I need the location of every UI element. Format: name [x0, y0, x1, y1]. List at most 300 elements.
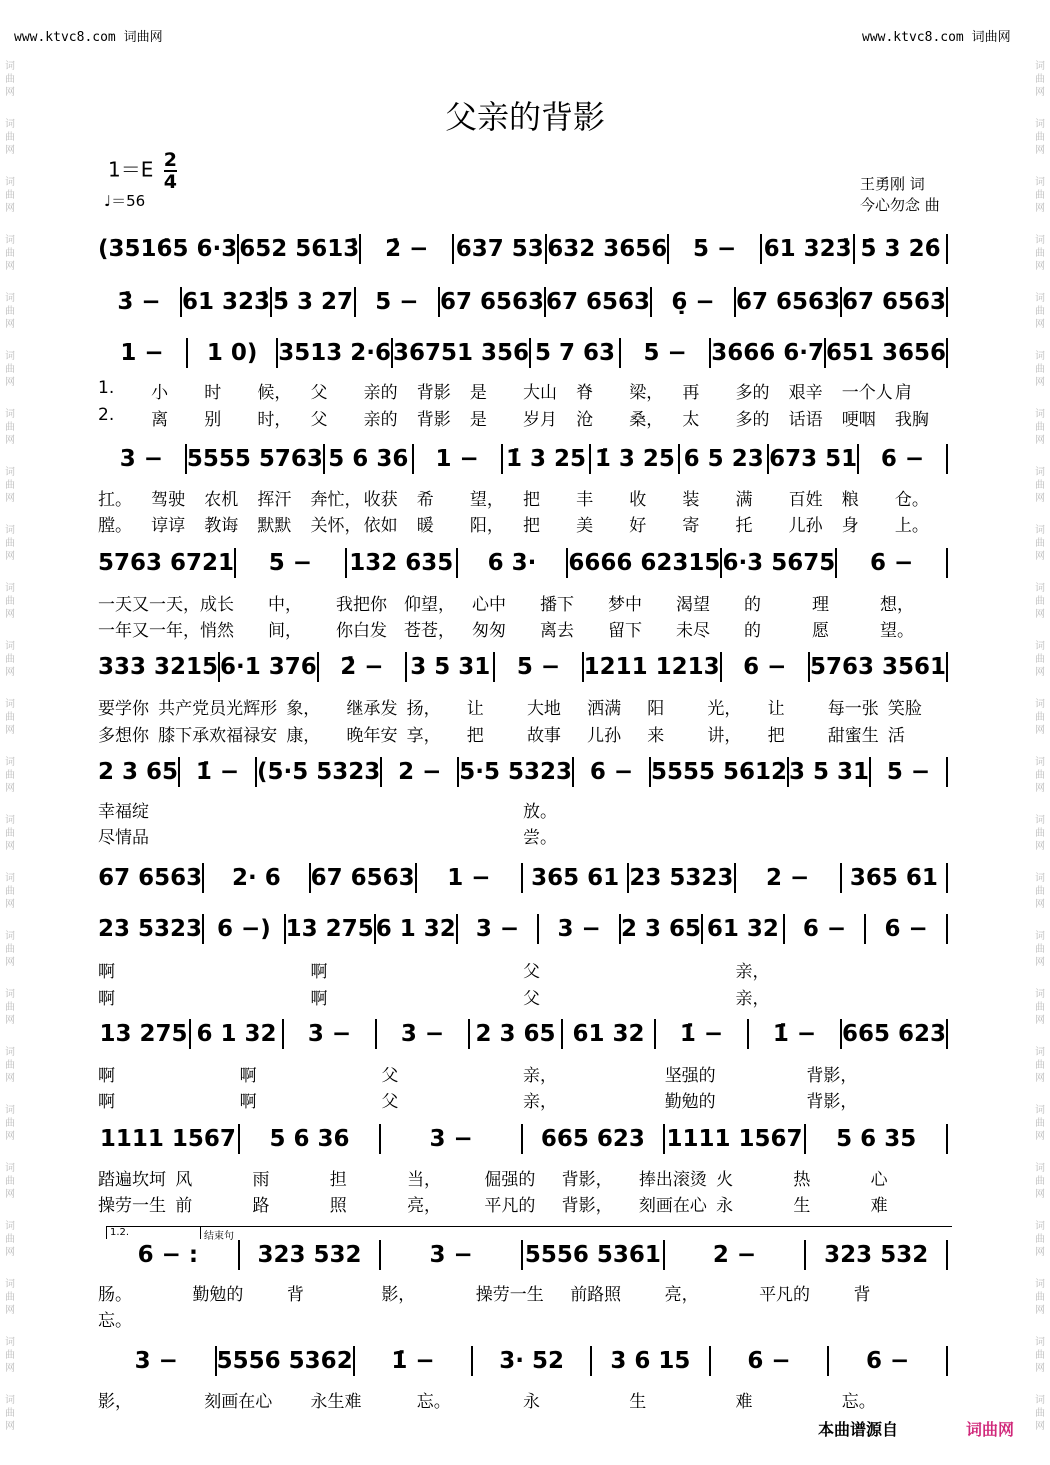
- lyric-syllable: 仓。: [894, 490, 929, 510]
- lyric-line: [98, 1165, 948, 1190]
- measure: 323 532: [257, 1242, 362, 1268]
- measure: 3 −: [134, 1348, 178, 1374]
- lyric-syllable: 康，: [286, 726, 321, 746]
- measure: 1 −: [120, 340, 164, 366]
- lyric-syllable: 亲，: [523, 1066, 558, 1086]
- measure: (5·5 5323: [257, 759, 381, 785]
- lyric-syllable: 忘。: [98, 1311, 132, 1331]
- lyric-syllable: 平凡的: [759, 1285, 811, 1305]
- lyric-syllable: 驾驶: [151, 490, 186, 510]
- lyric-syllable: 刻画在心: [638, 1196, 707, 1216]
- lyric-syllable: 奔忙，: [310, 490, 362, 510]
- lyric-syllable: 装: [682, 490, 700, 510]
- watermark-mark: 词 曲 网: [1035, 1395, 1045, 1432]
- lyric-syllable: 要学你: [98, 699, 149, 719]
- measure: 3513 2·6: [278, 340, 391, 366]
- measure: 5̇ 3 26̇: [860, 236, 941, 262]
- measure: 13 275: [99, 1021, 188, 1047]
- watermark-mark: 词 曲 网: [1035, 177, 1045, 214]
- lyric-syllable: 把: [523, 490, 540, 510]
- volta-label-2: 结束句: [204, 1231, 234, 1242]
- lyric-line: [98, 957, 948, 982]
- lyric-syllable: 太: [682, 410, 700, 430]
- lyric-syllable: 心中: [472, 595, 506, 615]
- measure: 6 −: [802, 916, 847, 942]
- measure: 365 61: [849, 865, 938, 891]
- lyric-syllable: 父: [381, 1066, 399, 1086]
- lyric-syllable: 一天又一天，: [98, 595, 200, 615]
- lyric-syllable: 农机: [204, 490, 239, 510]
- lyric-syllable: 背影，: [561, 1196, 613, 1216]
- measure: 1 −: [435, 446, 479, 472]
- lyric-syllable: 心: [870, 1170, 888, 1190]
- lyric-syllable: 啊: [98, 989, 115, 1009]
- lyric-line: [98, 1061, 948, 1086]
- lyric-syllable: 笑脸: [887, 699, 922, 719]
- lyric-syllable: 梦中: [608, 595, 642, 615]
- measure: 36751 356: [392, 340, 529, 366]
- lyric-syllable: 离: [151, 410, 169, 430]
- volta-label-1: 1.2.: [110, 1227, 130, 1238]
- measure: 3 5 31: [410, 654, 491, 680]
- score-row: [98, 1019, 948, 1049]
- lyric-syllable: 让: [767, 699, 785, 719]
- barline: [946, 338, 948, 368]
- measure: 673 51: [769, 446, 858, 472]
- lyric-line: [98, 485, 948, 510]
- watermark-mark: 词 曲 网: [5, 1221, 15, 1258]
- barline: [946, 287, 948, 317]
- score-row: [98, 234, 948, 264]
- measure: 23 5323: [629, 865, 734, 891]
- time-denominator: 4: [163, 171, 177, 193]
- lyric-syllable: 沧: [576, 410, 594, 430]
- lyric-syllable: 肠。: [98, 1285, 132, 1305]
- lyric-syllable: 尝。: [523, 828, 557, 848]
- watermark-mark: 词 曲 网: [5, 1395, 15, 1432]
- lyric-line: [98, 1306, 948, 1331]
- watermark-mark: 词 曲 网: [1035, 351, 1045, 388]
- lyric-syllable: 收获: [363, 490, 398, 510]
- watermark-mark: 词 曲 网: [1035, 1337, 1045, 1374]
- lyric-syllable: 儿孙: [788, 516, 823, 536]
- lyric-line: [98, 616, 948, 641]
- measure: 6 −: [884, 916, 928, 942]
- lyric-syllable: 苍苍，: [404, 621, 455, 641]
- measure: 6666 62315: [568, 550, 721, 576]
- measure: 3· 52: [499, 1348, 565, 1374]
- lyric-syllable: 亮，: [407, 1196, 442, 1216]
- watermark-mark: 词 曲 网: [5, 351, 15, 388]
- measure: 6 1 32: [196, 1021, 277, 1047]
- measure: 67 6563: [310, 865, 415, 891]
- watermark-mark: 词 曲 网: [5, 815, 15, 852]
- measure: 132 635: [349, 550, 454, 576]
- lyric-syllable: 一年又一年，: [98, 621, 200, 641]
- measure: 61 32: [706, 916, 779, 942]
- lyric-syllable: 父: [523, 962, 540, 982]
- lyric-syllable: 共产党员: [158, 699, 227, 719]
- measure: 5555 5763: [186, 446, 323, 472]
- measure: 23 5323: [98, 916, 203, 942]
- lyric-syllable: 尽情品: [98, 828, 149, 848]
- lyric-syllable: 1.: [98, 378, 115, 398]
- lyric-line: [98, 797, 948, 822]
- lyric-syllable: 雨: [252, 1170, 270, 1190]
- lyric-syllable: 难: [735, 1392, 753, 1412]
- lyric-syllable: 大地: [526, 699, 561, 719]
- lyric-line: [98, 694, 948, 719]
- lyric-syllable: 亲的: [363, 383, 398, 403]
- lyric-line: [98, 378, 948, 403]
- lyric-syllable: 生: [793, 1196, 811, 1216]
- measure: 651 3656: [825, 340, 946, 366]
- lyric-syllable: 时，: [257, 410, 292, 430]
- lyric-syllable: 离去: [540, 621, 574, 641]
- lyric-syllable: 晚年安: [346, 726, 398, 746]
- watermark-mark: 词 曲 网: [1035, 525, 1045, 562]
- lyric-syllable: 身: [841, 516, 859, 536]
- score-row: [98, 338, 948, 368]
- watermark-mark: 词 曲 网: [1035, 119, 1045, 156]
- barline: [946, 444, 948, 474]
- lyric-line: [98, 1280, 948, 1305]
- measure: 6·1 376: [220, 654, 317, 680]
- lyric-syllable: 想，: [880, 595, 914, 615]
- measure: 3 −: [400, 1021, 445, 1047]
- watermark-mark: 词 曲 网: [5, 1163, 15, 1200]
- lyric-syllable: 光辉形: [226, 699, 278, 719]
- lyric-syllable: 捧出滚烫: [638, 1170, 707, 1190]
- measure: 6 3·: [487, 550, 537, 576]
- lyric-syllable: 啊: [98, 1066, 115, 1086]
- lyric-syllable: 父: [381, 1092, 399, 1112]
- measure: 6 −: [866, 1348, 910, 1374]
- lyric-syllable: 难: [870, 1196, 888, 1216]
- measure: 5·5 5323: [459, 759, 573, 785]
- measure: 5556 5362: [216, 1348, 353, 1374]
- measure: 6 −: [747, 1348, 791, 1374]
- measure: 2 −: [712, 1242, 757, 1268]
- watermark-mark: 词 曲 网: [1035, 1279, 1045, 1316]
- lyric-syllable: 每一张: [827, 699, 879, 719]
- lyric-syllable: 坚强的: [664, 1066, 716, 1086]
- measure: 6 −): [216, 916, 271, 942]
- footer-source: 本曲谱源自: [818, 1420, 899, 1439]
- watermark-mark: 词 曲 网: [5, 583, 15, 620]
- lyric-syllable: 让: [466, 699, 484, 719]
- measure: 5555 5612: [650, 759, 788, 785]
- lyric-syllable: 百姓: [788, 490, 823, 510]
- lyric-syllable: 多的: [735, 383, 770, 403]
- lyric-syllable: 活: [887, 726, 905, 746]
- watermark-mark: 词 曲 网: [5, 525, 15, 562]
- volta-bracket-1: [106, 1226, 200, 1239]
- lyric-syllable: 忘。: [841, 1392, 876, 1412]
- measure: 13 275: [285, 916, 374, 942]
- measure: 5 −: [886, 759, 931, 785]
- measure: 665 623: [540, 1126, 645, 1152]
- lyric-syllable: 多的: [735, 410, 770, 430]
- lyric-syllable: 照: [329, 1196, 347, 1216]
- lyric-syllable: 中，: [268, 595, 302, 615]
- lyric-syllable: 影，: [381, 1285, 416, 1305]
- lyric-syllable: 候，: [257, 383, 292, 403]
- measure: 5 −: [516, 654, 561, 680]
- barline: [946, 863, 948, 893]
- lyric-syllable: 一个人: [841, 383, 893, 403]
- measure: 6 −: [880, 446, 925, 472]
- measure: 3 6 15: [610, 1348, 691, 1374]
- footer-logo[interactable]: 词曲网: [966, 1420, 1015, 1439]
- measure: 5763 6721: [98, 550, 235, 576]
- watermark-mark: 词 曲 网: [1035, 293, 1045, 330]
- measure: 3 −: [429, 1242, 473, 1268]
- lyric-syllable: 象，: [286, 699, 321, 719]
- watermark-mark: 词 曲 网: [5, 1047, 15, 1084]
- lyric-syllable: 儿孙: [587, 726, 622, 746]
- lyricist: 王勇刚 词: [860, 175, 925, 193]
- watermark-mark: 词 曲 网: [1035, 699, 1045, 736]
- lyric-syllable: 满: [735, 490, 753, 510]
- watermark-mark: 词 曲 网: [5, 931, 15, 968]
- lyric-syllable: 放。: [523, 802, 557, 822]
- lyric-line: [98, 405, 948, 430]
- lyric-syllable: 时: [204, 383, 222, 403]
- lyric-syllable: 扛。: [98, 490, 132, 510]
- lyric-syllable: 永: [523, 1392, 540, 1412]
- lyric-syllable: 故事: [526, 726, 561, 746]
- lyric-syllable: 啊: [98, 962, 115, 982]
- lyric-syllable: 踏遍坎坷: [98, 1170, 166, 1190]
- score-row: [98, 1124, 948, 1154]
- lyric-syllable: 我把你: [336, 595, 387, 615]
- lyric-syllable: 希: [416, 490, 434, 510]
- barline: [946, 757, 948, 787]
- measure: 5 6 36: [269, 1126, 350, 1152]
- lyric-syllable: 亮，: [664, 1285, 699, 1305]
- lyric-syllable: 操劳一生: [475, 1285, 544, 1305]
- lyric-syllable: 挥汗: [257, 490, 292, 510]
- lyric-syllable: 背影: [416, 383, 451, 403]
- score-row: [98, 548, 948, 578]
- lyric-syllable: 洒满: [587, 699, 622, 719]
- measure: 1̇ −: [391, 1348, 435, 1374]
- lyric-syllable: 是: [469, 383, 487, 403]
- lyric-syllable: 担: [329, 1170, 347, 1190]
- measure: 67 6563: [439, 289, 544, 315]
- lyric-syllable: 梁，: [629, 383, 664, 403]
- lyric-syllable: 啊: [310, 962, 328, 982]
- measure: 1̇ −: [679, 1021, 724, 1047]
- measure: 1 −: [447, 865, 491, 891]
- watermark-mark: 词 曲 网: [5, 1279, 15, 1316]
- lyric-syllable: 教诲: [204, 516, 239, 536]
- lyric-syllable: 理: [812, 595, 829, 615]
- watermark-mark: 词 曲 网: [1035, 409, 1045, 446]
- watermark-mark: 词 曲 网: [5, 989, 15, 1026]
- lyric-syllable: 背影: [416, 410, 451, 430]
- key: 1＝E: [108, 157, 154, 182]
- measure: 665 623: [842, 1021, 947, 1047]
- score-row: [98, 914, 948, 944]
- time-signature: [164, 150, 177, 192]
- lyric-syllable: 生: [629, 1392, 647, 1412]
- lyric-syllable: 继承发: [346, 699, 398, 719]
- lyric-syllable: 亲的: [363, 410, 398, 430]
- score-row: [98, 444, 948, 474]
- measure: 1111 1567: [99, 1126, 236, 1152]
- site-url-left: www.ktvc8.com 词曲网: [14, 30, 163, 45]
- watermark-mark: 词 曲 网: [5, 873, 15, 910]
- lyric-syllable: 多想你: [98, 726, 149, 746]
- measure: 333 3215: [98, 654, 219, 680]
- lyric-syllable: 光，: [707, 699, 742, 719]
- lyric-syllable: 大山: [523, 383, 557, 403]
- lyric-syllable: 热: [793, 1170, 811, 1190]
- score-row: [98, 863, 948, 893]
- measure: 3 −: [475, 916, 520, 942]
- measure: 6 −: [869, 550, 914, 576]
- measure: 5 −: [375, 289, 419, 315]
- measure: 6 − :: [137, 1242, 199, 1268]
- watermark-mark: 词 曲 网: [5, 699, 15, 736]
- lyric-syllable: 背影，: [806, 1066, 858, 1086]
- lyric-syllable: 成长: [200, 595, 234, 615]
- lyric-syllable: 啊: [98, 1092, 115, 1112]
- measure: 1̇ 3 25: [594, 446, 675, 472]
- watermark-mark: 词 曲 网: [5, 293, 15, 330]
- watermark-mark: 词 曲 网: [1035, 873, 1045, 910]
- lyric-syllable: 是: [469, 410, 487, 430]
- measure: (3516̇5 6·3: [98, 236, 238, 262]
- measure: 637 53: [455, 236, 544, 262]
- tempo-marking: ♩＝56: [104, 192, 146, 210]
- measure: 61 323̇: [181, 289, 270, 315]
- lyric-syllable: 望。: [880, 621, 914, 641]
- watermark-mark: 词 曲 网: [1035, 931, 1045, 968]
- measure: 3 −: [307, 1021, 352, 1047]
- lyric-syllable: 来: [647, 726, 665, 746]
- lyric-syllable: 膛。: [98, 516, 132, 536]
- lyric-syllable: 啊: [239, 1066, 257, 1086]
- measure: 1211 1213: [583, 654, 720, 680]
- lyric-syllable: 丰: [576, 490, 594, 510]
- lyric-syllable: 仰望，: [404, 595, 455, 615]
- lyric-syllable: 膝下承欢: [158, 726, 227, 746]
- measure: 5 6 36: [328, 446, 409, 472]
- lyric-syllable: 脊: [576, 383, 594, 403]
- credits: [860, 174, 940, 216]
- lyric-line: [98, 721, 948, 746]
- watermark-mark: 词 曲 网: [5, 61, 15, 98]
- measure: 323 532: [824, 1242, 929, 1268]
- lyric-syllable: 亲，: [735, 989, 770, 1009]
- measure: 6 −: [743, 654, 787, 680]
- barline: [946, 548, 948, 578]
- lyric-syllable: 依如: [363, 516, 398, 536]
- lyric-syllable: 的: [744, 621, 761, 641]
- watermark-mark: 词 曲 网: [5, 467, 15, 504]
- lyric-syllable: 前: [175, 1196, 193, 1216]
- lyric-syllable: 暖: [416, 516, 434, 536]
- lyric-syllable: 背影，: [806, 1092, 858, 1112]
- lyric-syllable: 哽咽: [841, 410, 876, 430]
- watermark-mark: 词 曲 网: [5, 641, 15, 678]
- barline: [946, 1124, 948, 1154]
- lyric-syllable: 享，: [406, 726, 441, 746]
- measure: 61 323̇: [763, 236, 852, 262]
- measure: 67 6563: [98, 865, 203, 891]
- measure: 2 −: [765, 865, 810, 891]
- score-row: [98, 1346, 948, 1376]
- lyric-syllable: 寄: [682, 516, 700, 536]
- lyric-syllable: 父: [523, 989, 540, 1009]
- measure: 1111 1567: [666, 1126, 803, 1152]
- measure: 5 7 63: [535, 340, 616, 366]
- measure: 2 −: [398, 759, 442, 785]
- lyric-line: [98, 1387, 948, 1412]
- measure: 6·3 5675: [722, 550, 836, 576]
- key-signature: [108, 150, 177, 192]
- watermark-mark: 词 曲 网: [1035, 61, 1045, 98]
- lyric-syllable: 渴望: [676, 595, 710, 615]
- lyric-syllable: 好: [629, 516, 647, 536]
- composer: 今心勿念 曲: [860, 196, 940, 214]
- lyric-syllable: 啊: [310, 989, 328, 1009]
- lyric-syllable: 桑，: [629, 410, 664, 430]
- lyric-line: [98, 823, 948, 848]
- watermark-mark: 词 曲 网: [1035, 815, 1045, 852]
- watermark-mark: 词 曲 网: [1035, 989, 1045, 1026]
- barline: [946, 1346, 948, 1376]
- lyric-syllable: 上。: [894, 516, 929, 536]
- song-title: 父亲的背影: [444, 98, 605, 136]
- measure: 5 −: [693, 236, 737, 262]
- lyric-syllable: 父: [310, 383, 328, 403]
- lyric-line: [98, 1191, 948, 1216]
- measure: 67 6563: [842, 289, 947, 315]
- watermark-mark: 词 曲 网: [1035, 1047, 1045, 1084]
- measure: 5763 3561: [809, 654, 947, 680]
- lyric-syllable: 把: [523, 516, 540, 536]
- lyric-syllable: 小: [151, 383, 169, 403]
- score-row: [98, 757, 948, 787]
- lyric-syllable: 匆匆: [472, 621, 506, 641]
- measure: 2· 6: [231, 865, 281, 891]
- measure: 632 3656: [547, 236, 668, 262]
- lyric-syllable: 甜蜜生: [827, 726, 879, 746]
- watermark-mark: 词 曲 网: [5, 1337, 15, 1374]
- lyric-syllable: 你白发: [336, 621, 387, 641]
- lyric-syllable: 火: [716, 1170, 734, 1190]
- watermark-mark: 词 曲 网: [5, 119, 15, 156]
- lyric-line: [98, 984, 948, 1009]
- lyric-syllable: 勤勉的: [192, 1285, 244, 1305]
- lyric-syllable: 啊: [239, 1092, 257, 1112]
- measure: 3 −: [429, 1126, 473, 1152]
- lyric-syllable: 愿: [812, 621, 829, 641]
- measure: 6 −: [589, 759, 634, 785]
- measure: 2̇ −: [385, 236, 429, 262]
- watermark-mark: 词 曲 网: [1035, 1163, 1045, 1200]
- measure: 2 3 65: [98, 759, 179, 785]
- measure: 5 −: [268, 550, 313, 576]
- lyric-line: [98, 590, 948, 615]
- watermark-mark: 词 曲 网: [1035, 1221, 1045, 1258]
- lyric-syllable: 背: [853, 1285, 871, 1305]
- measure: 6 5 23: [683, 446, 764, 472]
